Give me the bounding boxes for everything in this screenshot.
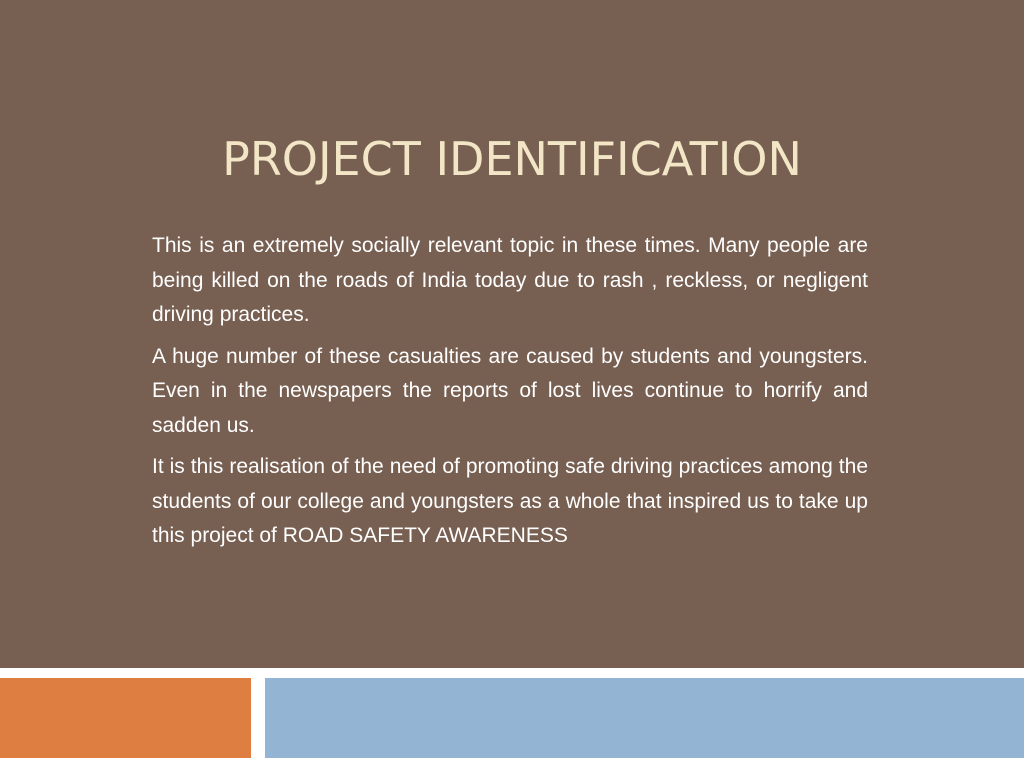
slide-title: PROJECT IDENTIFICATION [222,132,802,186]
slide-body [152,229,868,561]
body-paragraph-3: It is this realisation of the need of promoting safe driving practices among the students of our college and youngsters as a whole that inspired us to take up this project of ROAD SAFETY AWARENESS [152,455,868,547]
footer-accent-blue [265,678,1024,758]
body-paragraph-1: This is an extremely socially relevant topic in these times. Many people are being killed on the roads of India today due to rash , reckless, or negligent driving practices. [152,234,868,326]
body-paragraph-2: A huge number of these casualties are caused by students and youngsters. Even in the newspapers the reports of lost lives continue to horrify and sadden us. [152,344,868,437]
footer-accent-orange [0,678,251,758]
